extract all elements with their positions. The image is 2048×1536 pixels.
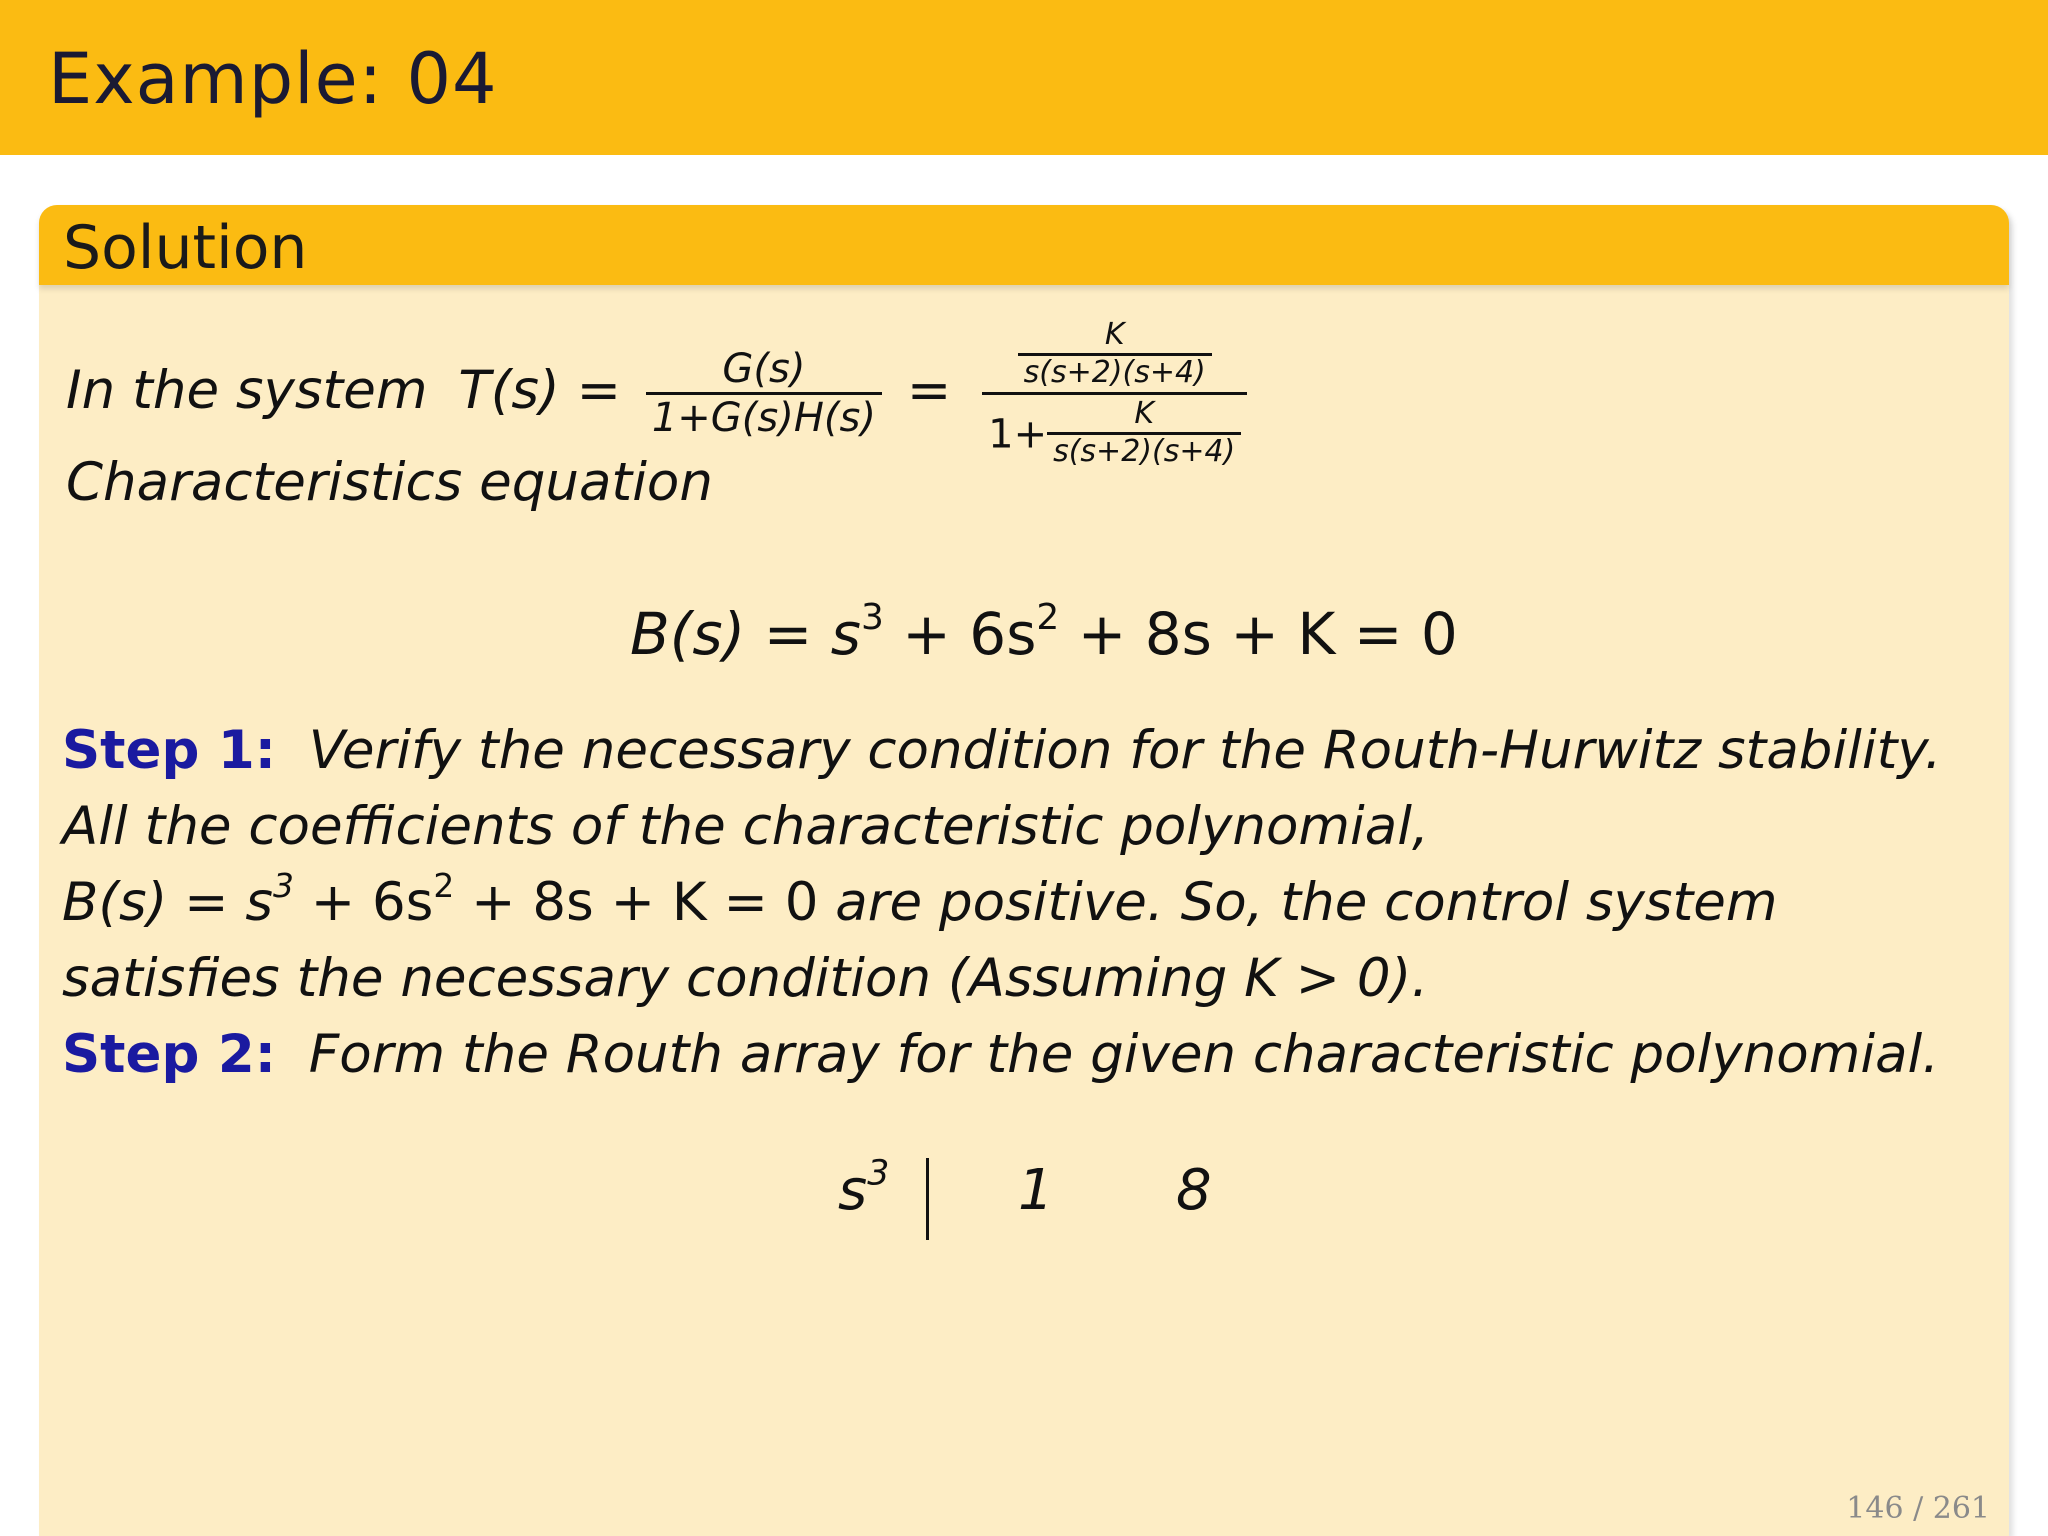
char-eq-rest: + 8s + K = 0: [1059, 600, 1458, 668]
step1-label: Step 1:: [62, 720, 276, 781]
step1-line3-text: are positive. So, the control system: [818, 872, 1778, 933]
intro-line: [66, 318, 1247, 469]
step2-text: Form the Routh array for the given characteristic polynomial.: [308, 1024, 1940, 1085]
step2-label: Step 2:: [62, 1024, 276, 1085]
fraction-g-over-1-plus-gh: [646, 346, 882, 441]
characteristic-equation: [630, 596, 1458, 668]
intro-equals: =: [906, 360, 952, 422]
step1-line1: [62, 720, 1942, 781]
block-header: [39, 205, 2009, 285]
step1-line2: All the coefficients of the characteristic polynomial,: [62, 796, 1429, 857]
routh-row-base: s: [838, 1158, 868, 1223]
step1-power-2: 2: [433, 866, 455, 905]
page-number: 146 / 261: [1846, 1491, 1990, 1526]
frame-title-bar: [0, 0, 2048, 155]
step1-math-a: B(s) = s: [62, 872, 274, 933]
inner-top-num: K: [1018, 318, 1212, 356]
char-eq-lhs: B(s) = s: [630, 600, 861, 668]
compound-den-prefix: 1+: [988, 411, 1048, 458]
block-title: Solution: [63, 213, 308, 283]
compound-denominator: [982, 395, 1247, 469]
routh-divider: [926, 1158, 929, 1240]
routh-coefficient-2: 8: [1176, 1158, 1212, 1223]
fraction-compound: [982, 318, 1247, 469]
step1-math-b: + 6s: [293, 872, 434, 933]
char-eq-mid: + 6s: [883, 600, 1037, 668]
step1-text: Verify the necessary condition for the Routh-Hurwitz stability.: [308, 720, 1942, 781]
char-eq-power-2: 2: [1036, 596, 1060, 638]
routh-coefficient-1: 1: [1018, 1158, 1054, 1223]
fraction-denominator: 1+G(s)H(s): [651, 395, 876, 441]
step1-math-c: + 8s + K = 0: [454, 872, 819, 933]
char-eq-power-3: 3: [860, 596, 884, 638]
inner-top-den: s(s+2)(s+4): [1023, 354, 1206, 390]
compound-numerator: [982, 318, 1247, 395]
step1-line3: [62, 866, 1778, 933]
routh-row-power: [838, 1153, 890, 1223]
inner-fraction-top: [1018, 318, 1212, 390]
inner-bottom-den: s(s+2)(s+4): [1053, 433, 1236, 469]
step2-line: [62, 1024, 1939, 1085]
step1-line4: satisfies the necessary condition (Assuming K > 0).: [62, 948, 1429, 1009]
slide-title: Example: 04: [48, 38, 498, 120]
inner-fraction-bottom: [1047, 397, 1241, 469]
intro-prefix: In the system: [66, 360, 428, 422]
char-eq-label: Characteristics equation: [66, 452, 713, 513]
inner-bottom-num: K: [1047, 397, 1241, 435]
intro-lhs: T(s) =: [458, 360, 621, 422]
routh-row-exponent: 3: [867, 1153, 890, 1194]
fraction-numerator: G(s): [646, 346, 882, 395]
step1-power-3: 3: [273, 866, 294, 905]
